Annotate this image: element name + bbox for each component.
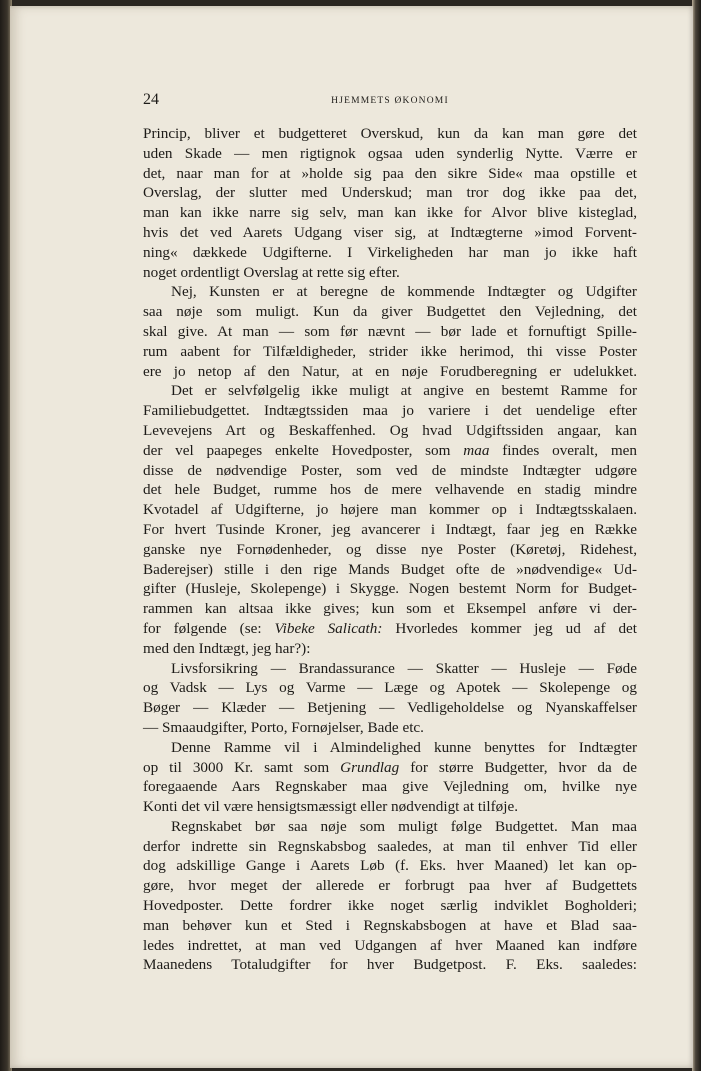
text-line: det hele Budget, rumme hos de mere velhavende en stadig mindre xyxy=(143,481,637,499)
text-line: Konti det vil være hensigtsmæssigt eller nødvendigt at tilføje. xyxy=(143,798,519,816)
text-line: ning« dækkede Udgifterne. I Virkeligheden har man jo ikke haft xyxy=(143,243,637,261)
text-line: ledes indrettet, at man ved Udgangen af hver Maaned kan indføre xyxy=(143,936,637,954)
text-line: det, naar man for at »holde sig paa den sikre Side« maa opstille et xyxy=(143,164,637,182)
text-line xyxy=(143,441,637,461)
text-line: ere jo netop af den Natur, at en nøje Forudberegning er udelukket. xyxy=(143,362,637,380)
text-line: For hvert Tusinde Kroner, jeg avancerer i Indtægt, faar jeg en Række xyxy=(143,520,637,538)
text-line: dog adskillige Gange i Aarets Løb (f. Eks. hver Maaned) let kan op- xyxy=(143,857,637,875)
text-line: man kan ikke narre sig selv, man kan ikke for Alvor blive kisteglad, xyxy=(143,204,637,222)
text-segment: for følgende (se: xyxy=(143,619,262,637)
text-line: uden Skade — men rigtignok ogsaa uden synderlig Nytte. Værre er xyxy=(143,144,637,162)
text-segment: findes overalt, men xyxy=(502,441,637,459)
italic-word: Grundlag xyxy=(340,758,400,776)
text-line: Kvotadel af Udgifterne, jo højere man kommer op i Indtægtsskalaen. xyxy=(143,501,637,519)
text-line xyxy=(143,619,637,639)
text-line: man behøver kun et Sted i Regnskabsbogen at have et Blad saa- xyxy=(143,916,637,934)
text-line: foregaaende Aars Regnskaber maa give Vejledning om, hvilke nye xyxy=(143,778,637,796)
text-line xyxy=(143,975,637,995)
body-text xyxy=(143,124,637,995)
text-line: Regnskabet bør saa nøje som muligt følge Budgettet. Man maa xyxy=(171,817,637,835)
text-line: gifter (Husleje, Skolepenge) i Skygge. Nogen bestemt Norm for Budget- xyxy=(143,580,637,598)
text-line: Hovedposter. Dette fordrer ikke noget særlig indviklet Bogholderi; xyxy=(143,897,637,915)
budget-item-line: — Smaaudgifter, Porto, Fornøjelser, Bade etc. xyxy=(143,718,424,736)
running-head: HJEMMETS ØKONOMI xyxy=(331,96,449,106)
text-line: rum aabent for Tilfældigheder, strider ikke herimod, thi visse Poster xyxy=(143,342,637,360)
italic-word: maa xyxy=(463,441,490,459)
text-line: gøre, hvor meget der allerede er forbrugt paa hver af Budgettets xyxy=(143,877,637,895)
text-line: skal give. At man — som før nævnt — bør lade et fornuftigt Spille- xyxy=(143,322,637,340)
italic-citation: Vibeke Salicath: xyxy=(274,619,383,637)
text-line: Maanedens Totaludgifter for hver Budgetpost. F. Eks. saaledes: xyxy=(143,956,637,974)
text-line: derfor indrette sin Regnskabsbog saaledes, at man til enhver Tid eller xyxy=(143,837,637,855)
text-line: disse de nødvendige Poster, som ved de mindste Indtægter udgøre xyxy=(143,461,637,479)
text-line: Det er selvfølgelig ikke muligt at angive en bestemt Ramme for xyxy=(171,382,637,400)
text-line: Denne Ramme vil i Almindelighed kunne benyttes for Indtægter xyxy=(171,738,637,756)
text-line: med den Indtægt, jeg har?): xyxy=(143,639,311,657)
text-line: Familiebudgettet. Indtægtssiden maa jo variere i det uendelige efter xyxy=(143,402,637,420)
text-line: saa nøje som muligt. Kun da giver Budgettet den Vejledning, det xyxy=(143,303,637,321)
budget-item-line: Livsforsikring — Brandassurance — Skatter — Husleje — Føde xyxy=(171,659,637,677)
text-line: Baderejser) stille i den rige Mands Budget ofte de »nødvendige« Ud- xyxy=(143,560,637,578)
book-page-edge xyxy=(692,0,701,1071)
text-segment: op til 3000 Kr. samt som xyxy=(143,758,330,776)
text-line: rammen kan altsaa ikke gives; kun som et Eksempel anføre vi der- xyxy=(143,600,637,618)
text-line: hvis det ved Aarets Udgang viser sig, at Indtægterne »imod Forvent- xyxy=(143,223,637,241)
text-segment: Hvorledes kommer jeg ud af det xyxy=(395,619,637,637)
page-number: 24 xyxy=(143,91,159,108)
budget-item-line: Bøger — Klæder — Betjening — Vedligeholdelse og Nyanskaffelser xyxy=(143,699,637,717)
text-line: noget ordentligt Overslag at rette sig efter. xyxy=(143,263,400,281)
budget-item-line: og Vadsk — Lys og Varme — Læge og Apotek — Skolepenge og xyxy=(143,679,637,697)
page-header xyxy=(143,91,637,113)
text-segment: der vel paapeges enkelte Hovedposter, som xyxy=(143,441,451,459)
text-segment: for større Budgetter, hvor da de xyxy=(410,758,638,776)
text-line: Princip, bliver et budgetteret Overskud, kun da kan man gøre det xyxy=(143,125,637,142)
text-line: Overslag, der slutter med Underskud; man tror dog ikke paa det, xyxy=(143,184,637,202)
text-line: Nej, Kunsten er at beregne de kommende Indtægter og Udgifter xyxy=(171,283,637,301)
text-line: ganske nye Fornødenheder, og disse nye Poster (Køretøj, Ridehest, xyxy=(143,540,637,558)
text-line xyxy=(143,758,637,778)
text-line: Levevejens Art og Beskaffenhed. Og hvad Udgiftssiden angaar, kan xyxy=(143,421,637,439)
